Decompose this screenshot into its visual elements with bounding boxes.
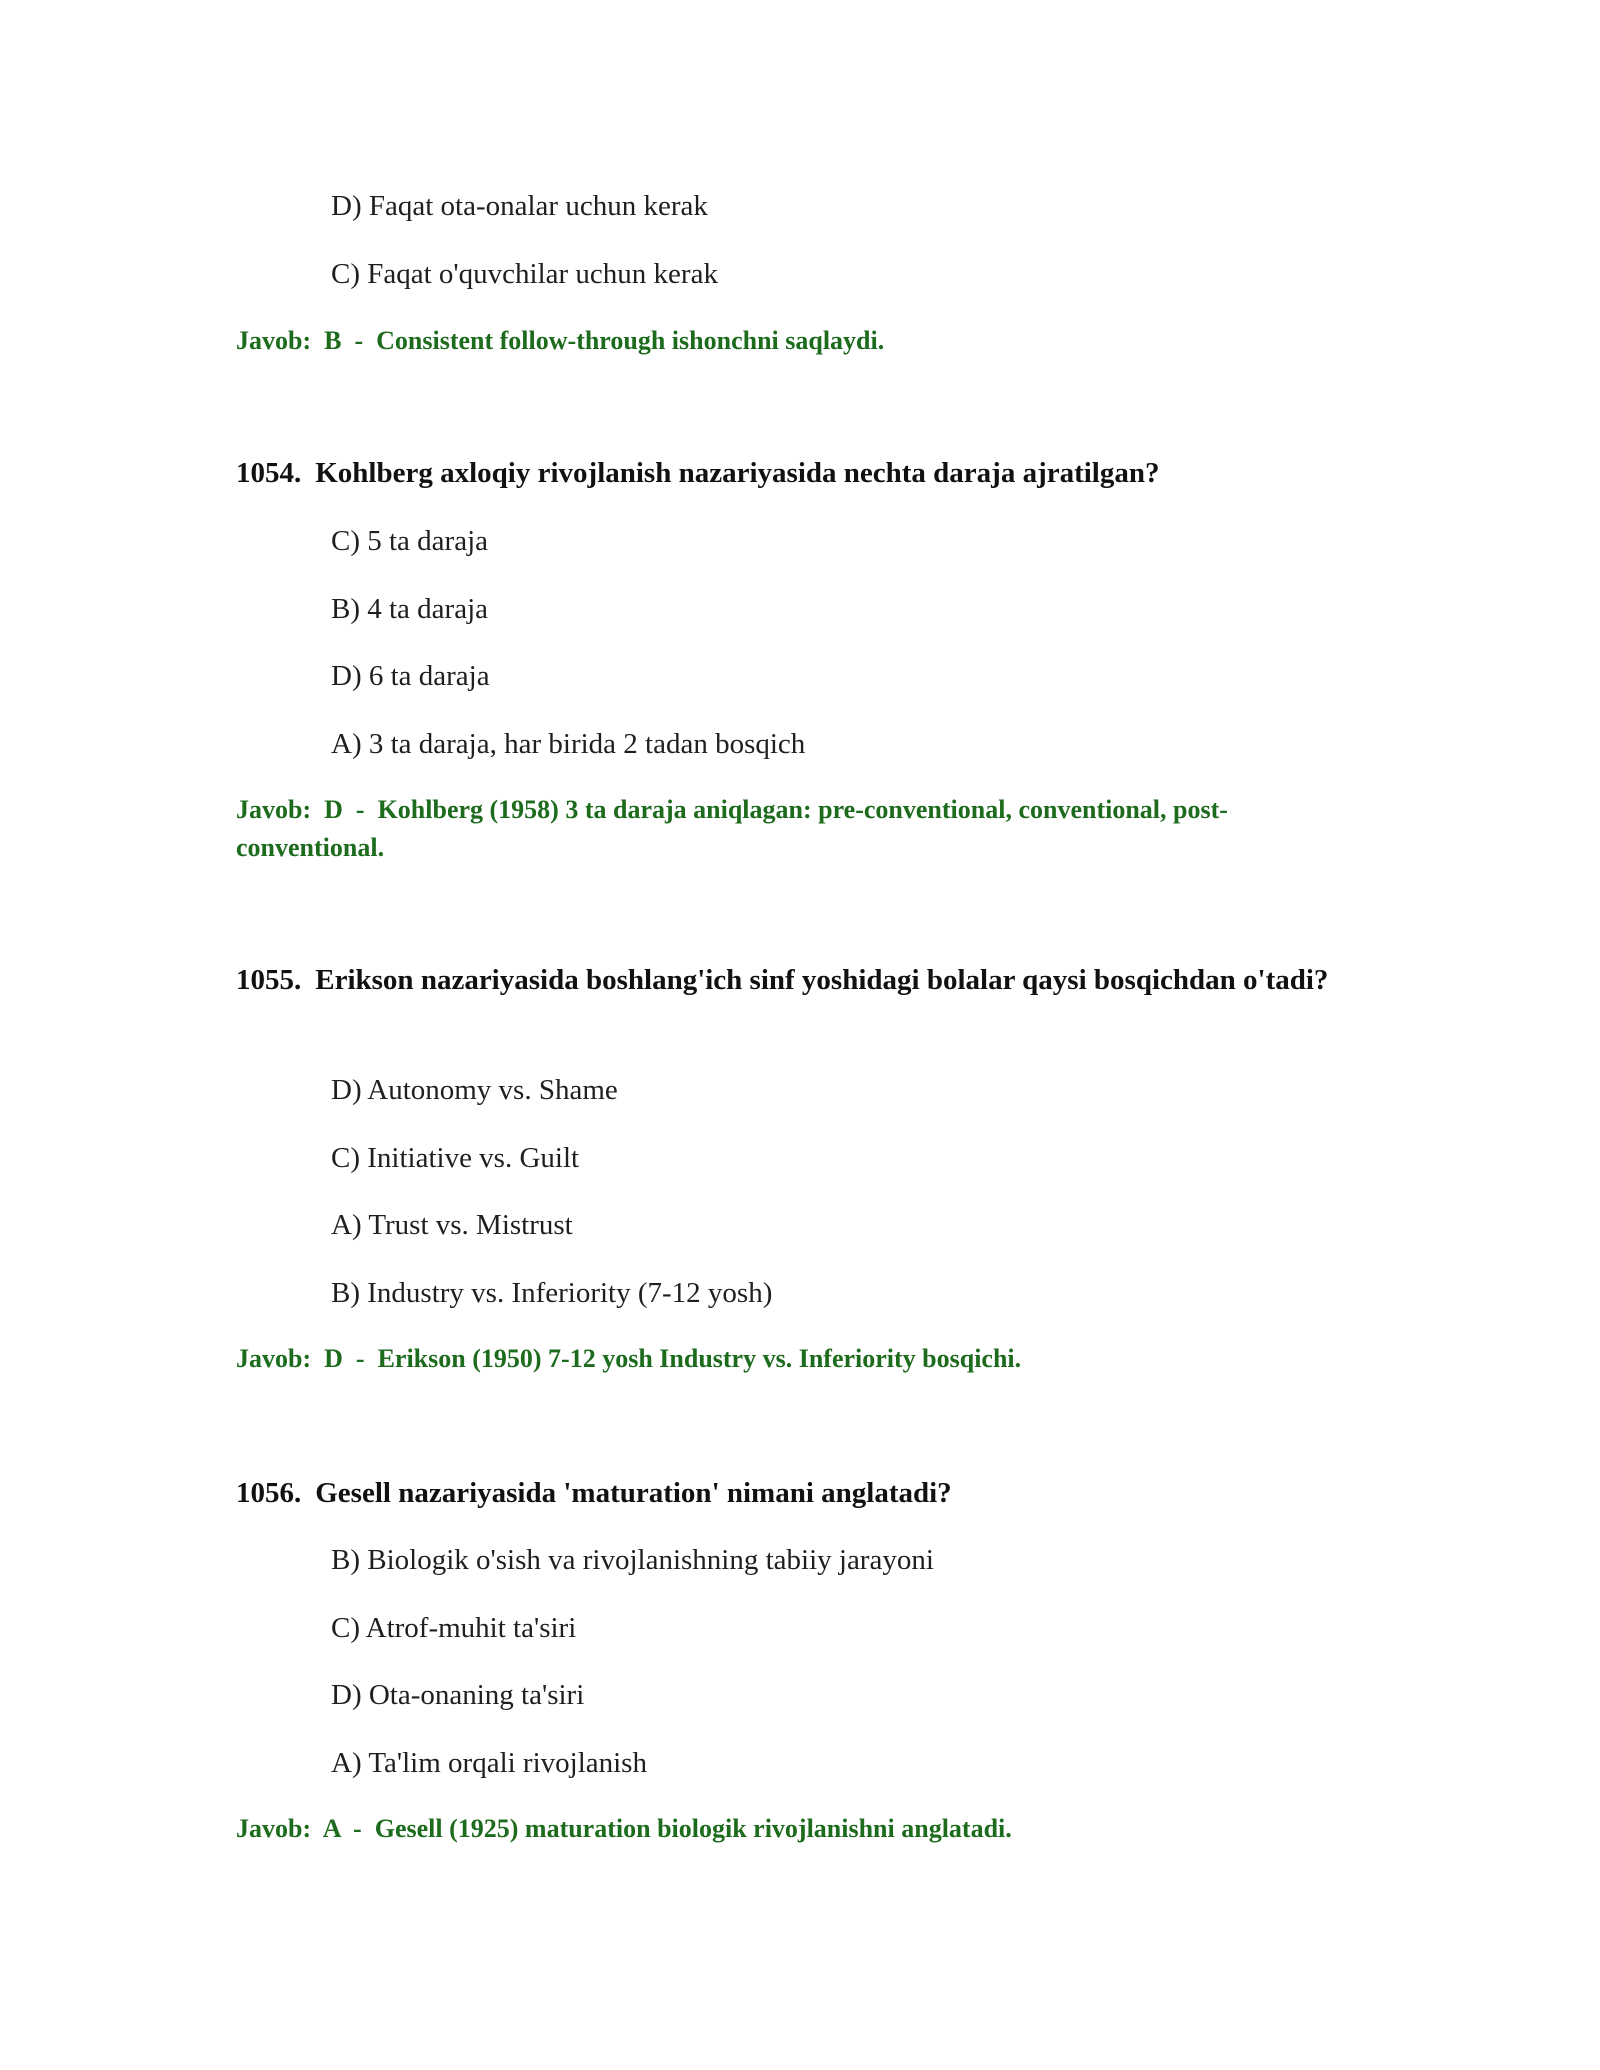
answer-explanation: Gesell (1925) maturation biologik rivojlanishni anglatadi. [374, 1814, 1012, 1843]
answer-line [236, 1810, 1366, 1848]
option-item: B) Industry vs. Inferiority (7-12 yosh) [331, 1277, 773, 1309]
option-item: B) 4 ta daraja [331, 593, 489, 625]
question-heading [236, 960, 1366, 1001]
option-item: C) Faqat o'quvchilar uchun kerak [331, 258, 718, 290]
question-heading [236, 1473, 1366, 1514]
answer-letter: B [324, 326, 342, 355]
option-item: D) Faqat ota-onalar uchun kerak [331, 190, 708, 222]
question-text: Erikson nazariyasida boshlang'ich sinf yoshidagi bolalar qaysi bosqichdan o'tadi? [315, 964, 1329, 996]
answer-line [236, 791, 1366, 867]
question-number: 1056. [236, 1477, 302, 1509]
question-heading [236, 453, 1366, 494]
answer-line [236, 1340, 1366, 1378]
answer-dash: - [355, 1344, 365, 1373]
answer-line [236, 322, 1366, 360]
answer-dash: - [353, 1814, 362, 1843]
question-text: Kohlberg axloqiy rivojlanish nazariyasida nechta daraja ajratilgan? [315, 457, 1160, 489]
answer-explanation: Kohlberg (1958) 3 ta daraja aniqlagan: pre-conventional, conventional, post-conventional. [236, 795, 1228, 862]
answer-label: Javob: [236, 1814, 312, 1843]
answer-dash: - [354, 326, 364, 355]
answer-label: Javob: [236, 326, 312, 355]
answer-letter: A [322, 1814, 341, 1843]
answer-letter: D [324, 795, 343, 824]
answer-explanation: Erikson (1950) 7-12 yosh Industry vs. Inferiority bosqichi. [377, 1344, 1022, 1373]
option-item: B) Biologik o'sish va rivojlanishning tabiiy jarayoni [331, 1544, 934, 1576]
answer-letter: D [324, 1344, 343, 1373]
option-item: C) 5 ta daraja [331, 525, 489, 557]
option-item: C) Initiative vs. Guilt [331, 1142, 580, 1174]
option-item: A) Ta'lim orqali rivojlanish [331, 1747, 647, 1779]
answer-label: Javob: [236, 795, 312, 824]
question-text: Gesell nazariyasida 'maturation' nimani anglatadi? [315, 1477, 952, 1509]
question-number: 1054. [236, 457, 302, 489]
answer-label: Javob: [236, 1344, 312, 1373]
option-item: D) Autonomy vs. Shame [331, 1074, 618, 1106]
option-item: D) Ota-onaning ta'siri [331, 1679, 585, 1711]
answer-explanation: Consistent follow-through ishonchni saqlaydi. [376, 326, 885, 355]
option-item: A) Trust vs. Mistrust [331, 1209, 573, 1241]
option-item: D) 6 ta daraja [331, 660, 490, 692]
question-number: 1055. [236, 964, 302, 996]
option-item: C) Atrof-muhit ta'siri [331, 1612, 577, 1644]
option-item: A) 3 ta daraja, har birida 2 tadan bosqich [331, 728, 806, 760]
answer-dash: - [355, 795, 365, 824]
